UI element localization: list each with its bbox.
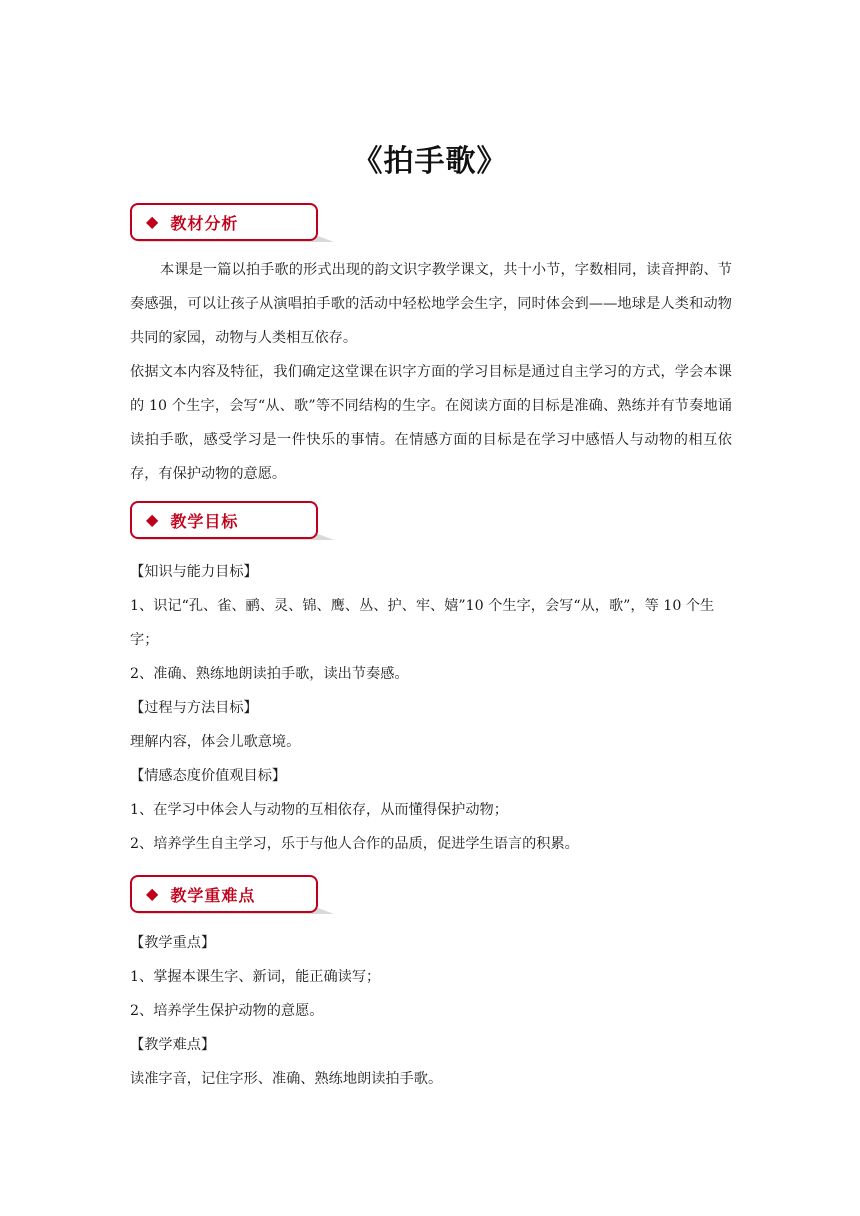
- section-header-key-difficult-points: [130, 875, 318, 913]
- section-header-teaching-goals: [130, 501, 318, 539]
- list-item: 2、准确、熟练地朗读拍手歌，读出节奏感。: [130, 666, 409, 682]
- list-item: 1、识记“孔、雀、鹂、灵、锦、鹰、丛、护、牢、嬉”10 个生字，会写“从，歌”，等 10 个生字；: [130, 598, 715, 648]
- subheading: 【情感态度价值观目标】: [130, 768, 287, 784]
- diamond-icon: ◆: [146, 884, 159, 903]
- list-item: 2、培养学生保护动物的意愿。: [130, 1003, 324, 1019]
- diamond-icon: ◆: [146, 212, 159, 231]
- list-item: 1、在学习中体会人与动物的互相依存，从而懂得保护动物；: [130, 802, 508, 818]
- list-item: 读准字音，记住字形、准确、熟练地朗读拍手歌。: [130, 1071, 443, 1087]
- subheading: 【教学难点】: [130, 1037, 216, 1053]
- subheading: 【教学重点】: [130, 935, 216, 951]
- section-body-textbook-analysis: [130, 253, 732, 491]
- section-body-key-difficult-points: [130, 926, 732, 1096]
- subheading: 【过程与方法目标】: [130, 700, 258, 716]
- paragraph: 依据文本内容及特征，我们确定这堂课在识字方面的学习目标是通过自主学习的方式，学会本课的 10 个生字，会写“从、歌”等不同结构的生字。在阅读方面的目标是准确、熟练并有节奏地诵读拍手歌，感受学习是一件快乐的事情。在情感方面的目标是在学习中感悟人与动物的相互依存，有保护动物的意愿。: [130, 364, 732, 482]
- section-title: 教学重难点: [170, 885, 256, 905]
- diamond-icon: ◆: [146, 510, 159, 529]
- list-item: 2、培养学生自主学习，乐于与他人合作的品质，促进学生语言的积累。: [130, 836, 579, 852]
- subheading: 【知识与能力目标】: [130, 564, 258, 580]
- section-body-teaching-goals: [130, 555, 732, 861]
- list-item: 1、掌握本课生字、新词，能正确读写；: [130, 969, 381, 985]
- section-title: 教学目标: [170, 511, 239, 531]
- section-header-textbook-analysis: [130, 203, 318, 241]
- section-title: 教材分析: [170, 213, 239, 233]
- paragraph: 本课是一篇以拍手歌的形式出现的韵文识字教学课文，共十小节，字数相同，读音押韵、节奏感强，可以让孩子从演唱拍手歌的活动中轻松地学会生字，同时体会到——地球是人类和动物共同的家园，动物与人类相互依存。: [130, 262, 732, 346]
- list-item: 理解内容，体会儿歌意境。: [130, 734, 301, 750]
- document-title: 《拍手歌》: [352, 144, 508, 179]
